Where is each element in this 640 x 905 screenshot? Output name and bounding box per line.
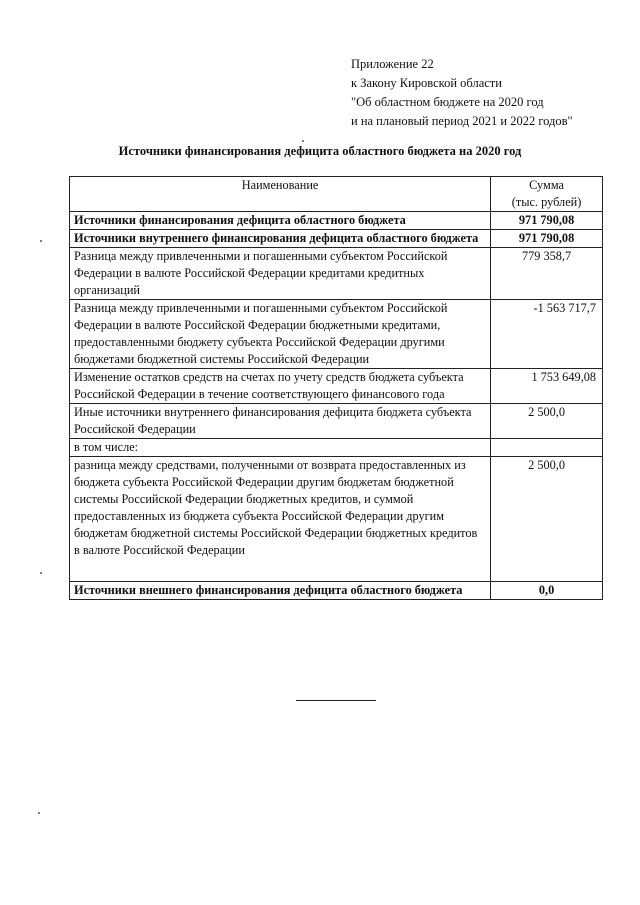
row-name: Разница между привлеченными и погашенными субъектом Российской Федерации в валюте Российской Федерации бюджетными кредитами, предоставленными бюджету субъекта Российской Федерации другими бюджетами бюджетной системы Российской Федерации (70, 300, 491, 369)
row-name: Источники финансирования дефицита областного бюджета (70, 212, 491, 230)
header-sum (491, 177, 603, 212)
table-row (70, 300, 603, 369)
row-amount: 971 790,08 (491, 212, 603, 230)
scan-speck (40, 240, 42, 242)
scan-speck (38, 812, 40, 814)
row-name: Изменение остатков средств на счетах по учету средств бюджета субъекта Российской Федерации в течение соответствующего финансового года (70, 369, 491, 404)
financing-sources-table (69, 176, 603, 600)
row-name: Источники внутреннего финансирования дефицита областного бюджета (70, 230, 491, 248)
row-amount: 971 790,08 (491, 230, 603, 248)
header-sum-unit: (тыс. рублей) (511, 195, 582, 209)
scan-speck (40, 572, 42, 574)
table-row (70, 230, 603, 248)
table-row (70, 439, 603, 457)
appendix-line: Приложение 22 (351, 57, 434, 71)
header-name: Наименование (70, 177, 491, 212)
row-amount (491, 439, 603, 457)
table-row (70, 212, 603, 230)
header-sum-title: Сумма (529, 178, 564, 192)
row-name: разница между средствами, полученными от возврата предоставленных из бюджета субъекта Российской Федерации другим бюджетам бюджетной системы Российской Федерации бюджетных кредитов, и суммой предоставленных из бюджета субъекта Российской Федерации другим бюджетам бюджетной системы Российской Федерации бюджетных кредитов в валюте Российской Федерации (70, 457, 491, 582)
row-amount: 2 500,0 (491, 404, 603, 439)
row-amount: 0,0 (491, 582, 603, 600)
table-row (70, 404, 603, 439)
row-name: в том числе: (70, 439, 491, 457)
scan-speck (302, 140, 304, 142)
table-header-row (70, 177, 603, 212)
table-row (70, 582, 603, 600)
appendix-law-title: "Об областном бюджете на 2020 год (351, 95, 544, 109)
row-amount: 1 753 649,08 (491, 369, 603, 404)
document-title: Источники финансирования дефицита областного бюджета на 2020 год (118, 144, 522, 158)
row-amount: 2 500,0 (491, 457, 603, 582)
row-amount: -1 563 717,7 (491, 300, 603, 369)
row-name: Иные источники внутреннего финансирования дефицита бюджета субъекта Российской Федерации (70, 404, 491, 439)
row-name: Источники внешнего финансирования дефицита областного бюджета (70, 582, 491, 600)
table-row (70, 457, 603, 582)
table-row (70, 369, 603, 404)
row-amount: 779 358,7 (491, 248, 603, 300)
closing-separator-line (296, 700, 376, 701)
table-row (70, 248, 603, 300)
appendix-header (351, 55, 573, 131)
appendix-law-period: и на плановый период 2021 и 2022 годов" (351, 114, 573, 128)
appendix-law-reference: к Закону Кировской области (351, 76, 502, 90)
row-name: Разница между привлеченными и погашенными субъектом Российской Федерации в валюте Российской Федерации кредитами кредитных организаций (70, 248, 491, 300)
